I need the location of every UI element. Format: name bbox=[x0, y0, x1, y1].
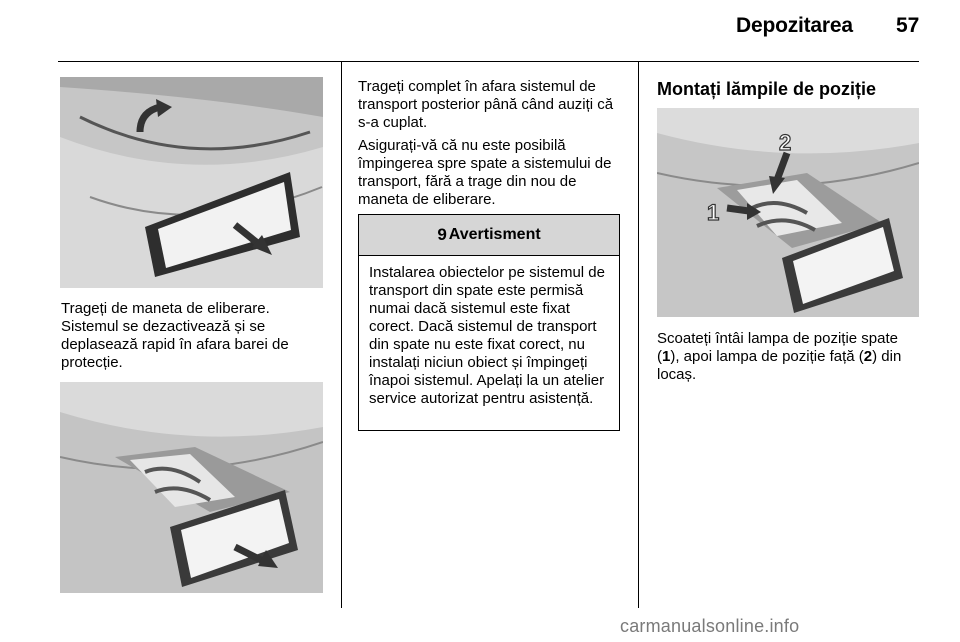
warning-box bbox=[358, 214, 620, 431]
warning-text: Instalarea obiectelor pe sistemul de transport din spate este permisă numai dacă sistemul este fixat corect. Dacă sistemul de transport din spate nu este fixat corect, nu instalați niciun obiect și împingeți înapoi sistemul. Apelați la un atelier service autorizat pentru asistență. bbox=[369, 264, 605, 407]
figure-carrier-extended bbox=[60, 382, 323, 593]
text-segment: Scoateți întâi lampa de poziție spate ( bbox=[657, 330, 898, 365]
paragraph-remove-lamps bbox=[657, 330, 921, 384]
carrier-extended-illustration bbox=[60, 382, 323, 593]
figure-position-lamps bbox=[657, 108, 919, 317]
position-lamps-illustration bbox=[657, 108, 919, 317]
warning-triangle-icon: 9 bbox=[437, 225, 447, 244]
paragraph-release-handle: Trageți de maneta de eliberare. Sistemul se dezactivează și se deplasează rapid în afara barei de protecție. bbox=[61, 300, 289, 371]
figure-label-2: 2 bbox=[779, 130, 792, 155]
warning-header bbox=[359, 215, 619, 256]
page-number: 57 bbox=[896, 14, 920, 37]
column-divider-left bbox=[341, 62, 342, 608]
reference-2: 2 bbox=[863, 348, 873, 365]
text-segment: ), apoi lampa de poziție față ( bbox=[670, 348, 864, 365]
section-title: Montați lămpile de poziție bbox=[657, 79, 877, 99]
reference-1: 1 bbox=[662, 348, 671, 365]
paragraph-pull-out: Trageți complet în afara sistemul de transport posterior până când auziți că s-a cuplat. bbox=[358, 78, 614, 131]
paragraph-ensure-locked: Asigurați-vă că nu este posibilă împingerea spre spate a sistemului de transport, fără a trage din nou de maneta de eliberare. bbox=[358, 137, 612, 208]
header-divider bbox=[58, 61, 919, 62]
column-divider-right bbox=[638, 62, 639, 608]
release-handle-illustration bbox=[60, 77, 323, 288]
watermark[interactable]: carmanualsonline.info bbox=[620, 616, 800, 636]
figure-release-handle bbox=[60, 77, 323, 288]
warning-title: Avertisment bbox=[448, 226, 541, 243]
page-header-title: Depozitarea bbox=[736, 14, 853, 37]
text-segment: ) din locaș. bbox=[657, 348, 902, 383]
figure-label-1: 1 bbox=[707, 200, 720, 225]
